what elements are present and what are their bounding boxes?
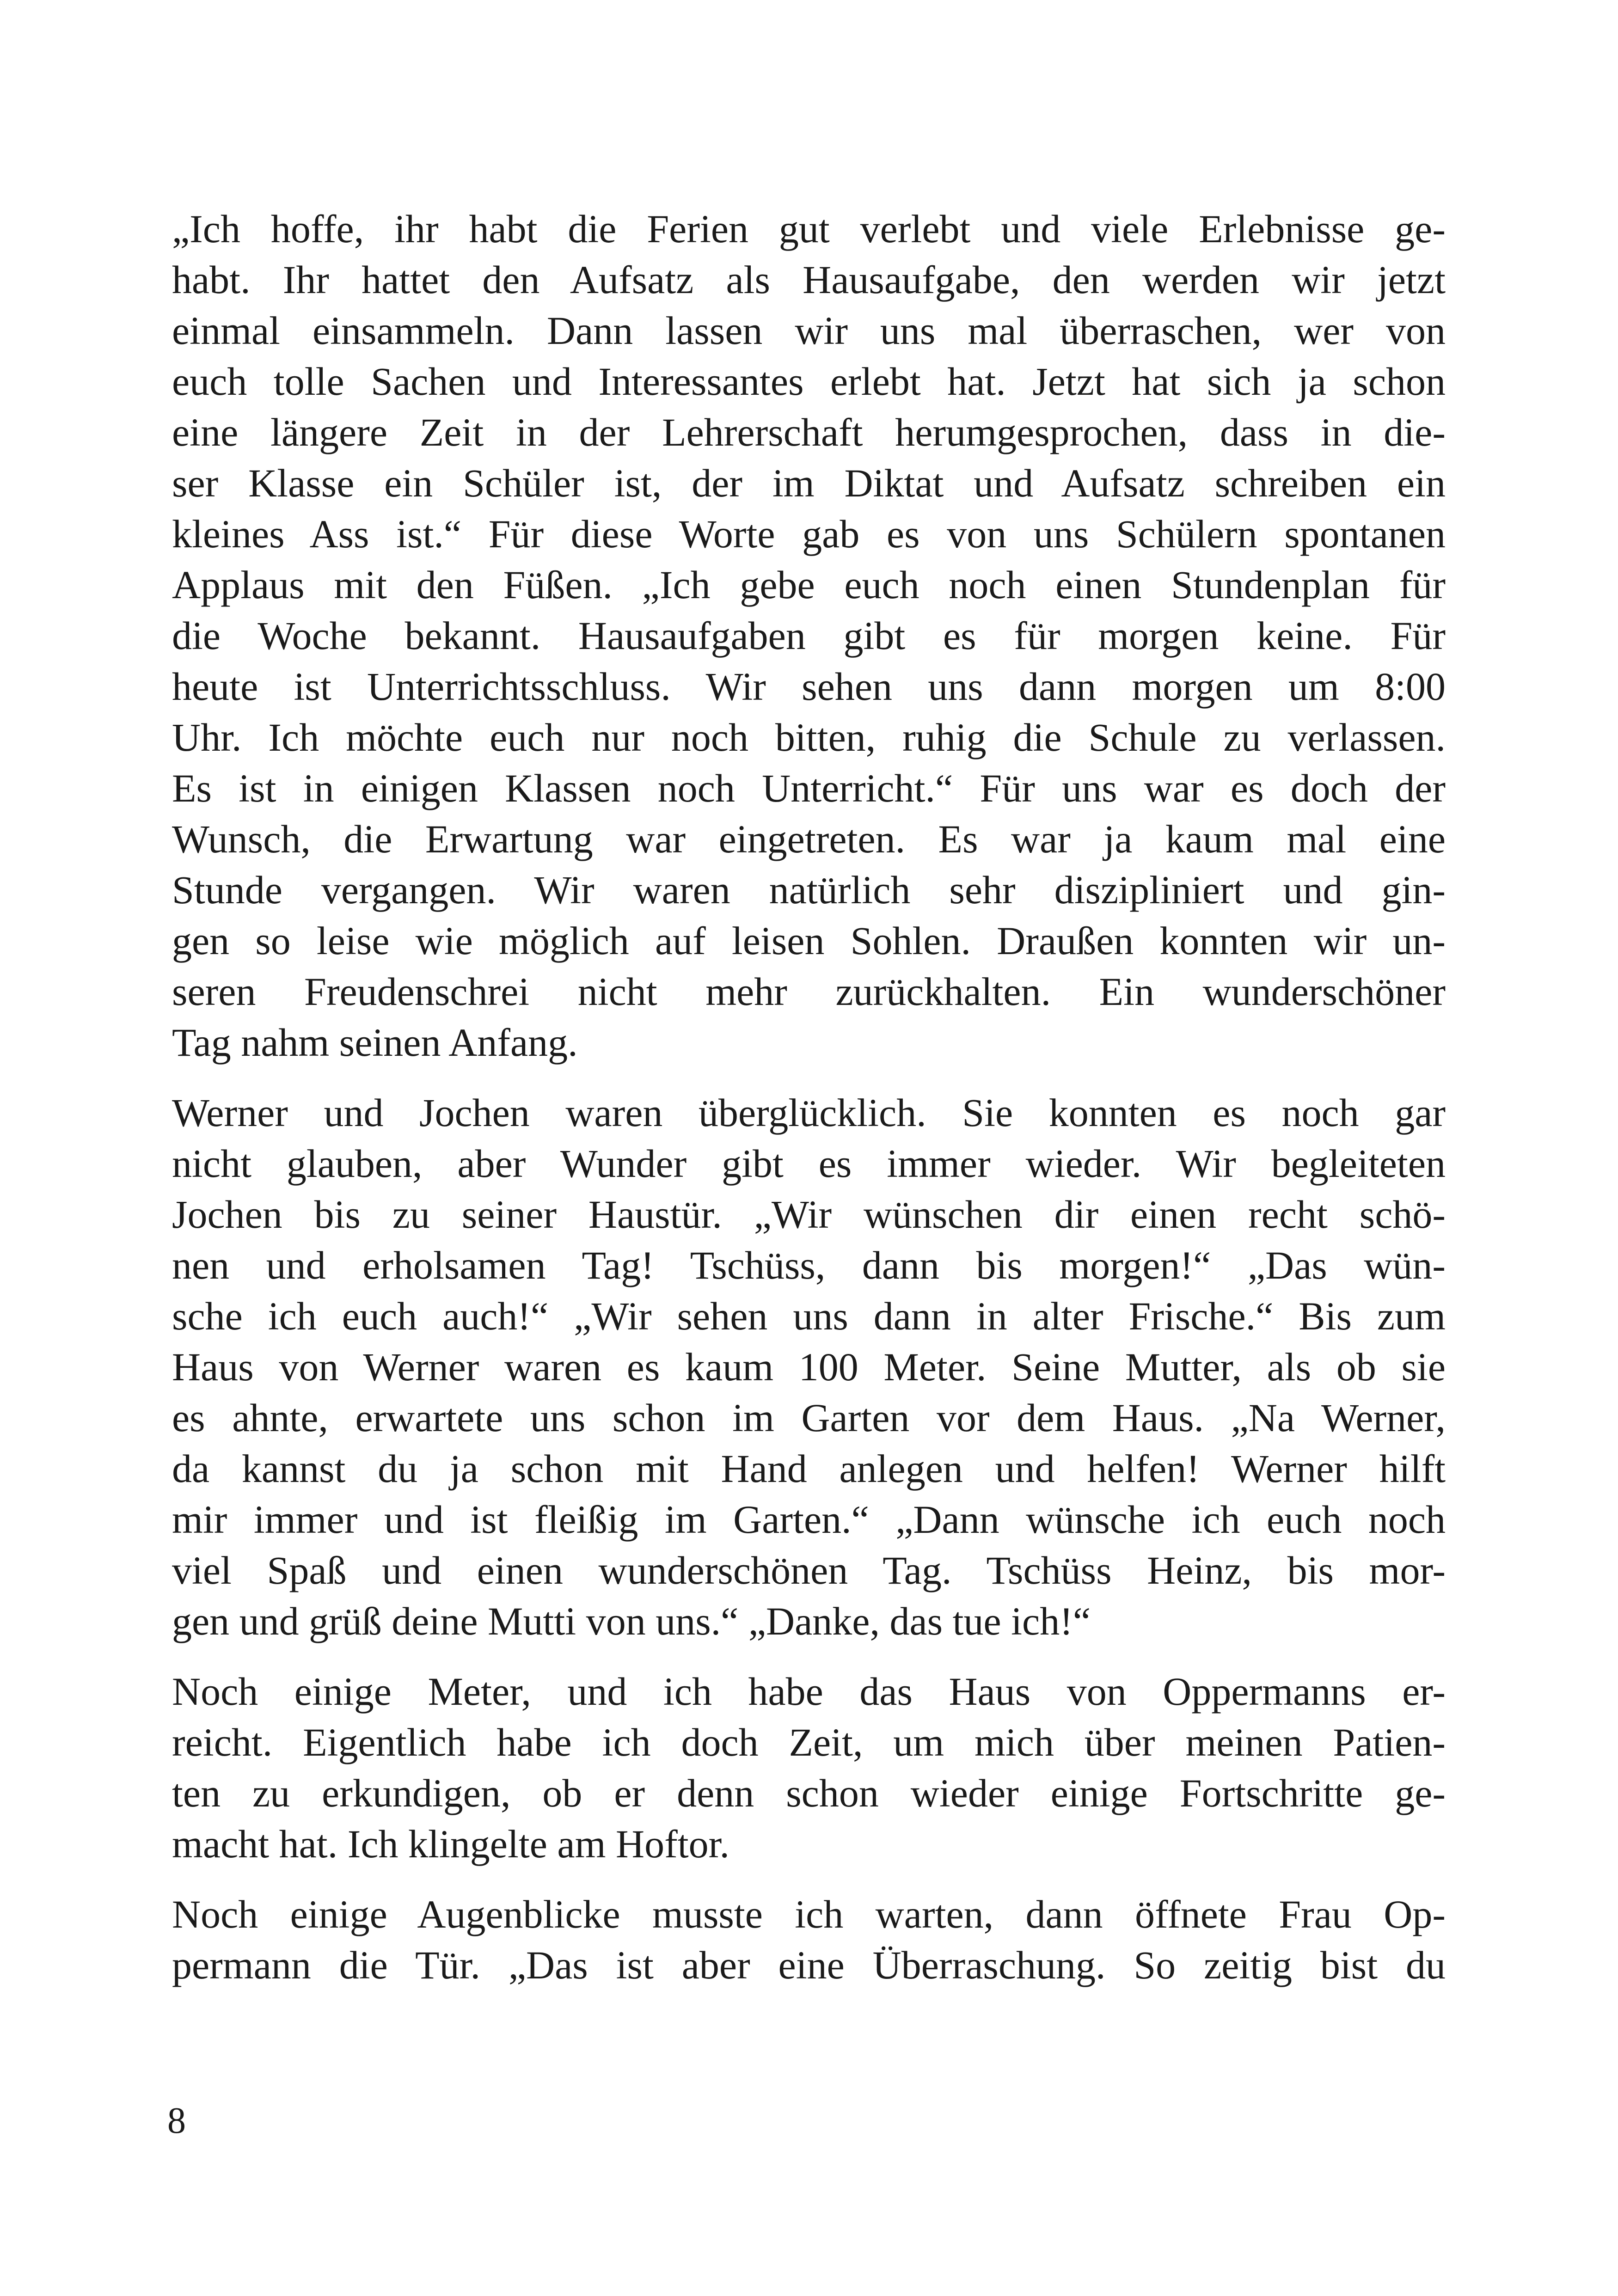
text-line: euch tolle Sachen und Interessantes erlebt hat. Jetzt hat sich ja schon — [172, 359, 1446, 404]
text-line: kleines Ass ist.“ Für diese Worte gab es von uns Schülern spontanen — [172, 512, 1446, 556]
text-line: heute ist Unterrichtsschluss. Wir sehen uns dann morgen um 8:00 — [172, 664, 1446, 709]
paragraph-1 — [172, 203, 1446, 1068]
text-line: Applaus mit den Füßen. „Ich gebe euch noch einen Stundenplan für — [172, 563, 1446, 607]
text-line: seren Freudenschrei nicht mehr zurückhalten. Ein wunderschöner — [172, 969, 1446, 1014]
text-line: da kannst du ja schon mit Hand anlegen und helfen! Werner hilft — [172, 1446, 1446, 1491]
text-line: macht hat. Ich klingelte am Hoftor. — [172, 1822, 730, 1866]
text-line: permann die Tür. „Das ist aber eine Überraschung. So zeitig bist du — [172, 1943, 1446, 1987]
text-line: ten zu erkundigen, ob er denn schon wieder einige Fortschritte ge- — [172, 1771, 1446, 1815]
text-line: gen und grüß deine Mutti von uns.“ „Danke, das tue ich!“ — [172, 1599, 1091, 1643]
text-line: reicht. Eigentlich habe ich doch Zeit, um mich über meinen Patien- — [172, 1720, 1446, 1764]
body-text — [172, 203, 1446, 1990]
text-line: sche ich euch auch!“ „Wir sehen uns dann in alter Frische.“ Bis zum — [172, 1294, 1446, 1338]
text-line: einmal einsammeln. Dann lassen wir uns mal überraschen, wer von — [172, 308, 1446, 353]
text-line: „Ich hoffe, ihr habt die Ferien gut verlebt und viele Erlebnisse ge- — [172, 207, 1446, 251]
text-line: nicht glauben, aber Wunder gibt es immer wieder. Wir begleiteten — [172, 1141, 1446, 1186]
text-line: Werner und Jochen waren überglücklich. Sie konnten es noch gar — [172, 1090, 1446, 1135]
text-line: ser Klasse ein Schüler ist, der im Diktat und Aufsatz schreiben ein — [172, 461, 1446, 505]
text-line: viel Spaß und einen wunderschönen Tag. Tschüss Heinz, bis mor- — [172, 1548, 1446, 1592]
text-line: mir immer und ist fleißig im Garten.“ „Dann wünsche ich euch noch — [172, 1497, 1446, 1542]
text-line: Es ist in einigen Klassen noch Unterricht.“ Für uns war es doch der — [172, 766, 1446, 810]
text-line: Noch einige Augenblicke musste ich warten, dann öffnete Frau Op- — [172, 1892, 1446, 1936]
text-line: eine längere Zeit in der Lehrerschaft herumgesprochen, dass in die- — [172, 410, 1446, 454]
text-line: Wunsch, die Erwartung war eingetreten. Es war ja kaum mal eine — [172, 817, 1446, 861]
text-line: gen so leise wie möglich auf leisen Sohlen. Draußen konnten wir un- — [172, 918, 1446, 963]
text-line: Noch einige Meter, und ich habe das Haus von Oppermanns er- — [172, 1669, 1446, 1714]
text-line: nen und erholsamen Tag! Tschüss, dann bis morgen!“ „Das wün- — [172, 1243, 1446, 1287]
text-line: Uhr. Ich möchte euch nur noch bitten, ruhig die Schule zu verlassen. — [172, 715, 1446, 759]
paragraph-2 — [172, 1087, 1446, 1647]
text-line: Stunde vergangen. Wir waren natürlich sehr diszipliniert und gin- — [172, 868, 1446, 912]
paragraph-4 — [172, 1889, 1446, 1990]
page-number: 8 — [167, 2100, 186, 2141]
text-line: Tag nahm seinen Anfang. — [172, 1020, 578, 1065]
text-line: Haus von Werner waren es kaum 100 Meter. Seine Mutter, als ob sie — [172, 1345, 1446, 1389]
text-line: Jochen bis zu seiner Haustür. „Wir wünschen dir einen recht schö- — [172, 1192, 1446, 1237]
text-line: es ahnte, erwartete uns schon im Garten vor dem Haus. „Na Werner, — [172, 1396, 1446, 1440]
text-line: die Woche bekannt. Hausaufgaben gibt es für morgen keine. Für — [172, 613, 1446, 658]
text-line: habt. Ihr hattet den Aufsatz als Hausaufgabe, den werden wir jetzt — [172, 257, 1446, 302]
paragraph-3 — [172, 1666, 1446, 1869]
